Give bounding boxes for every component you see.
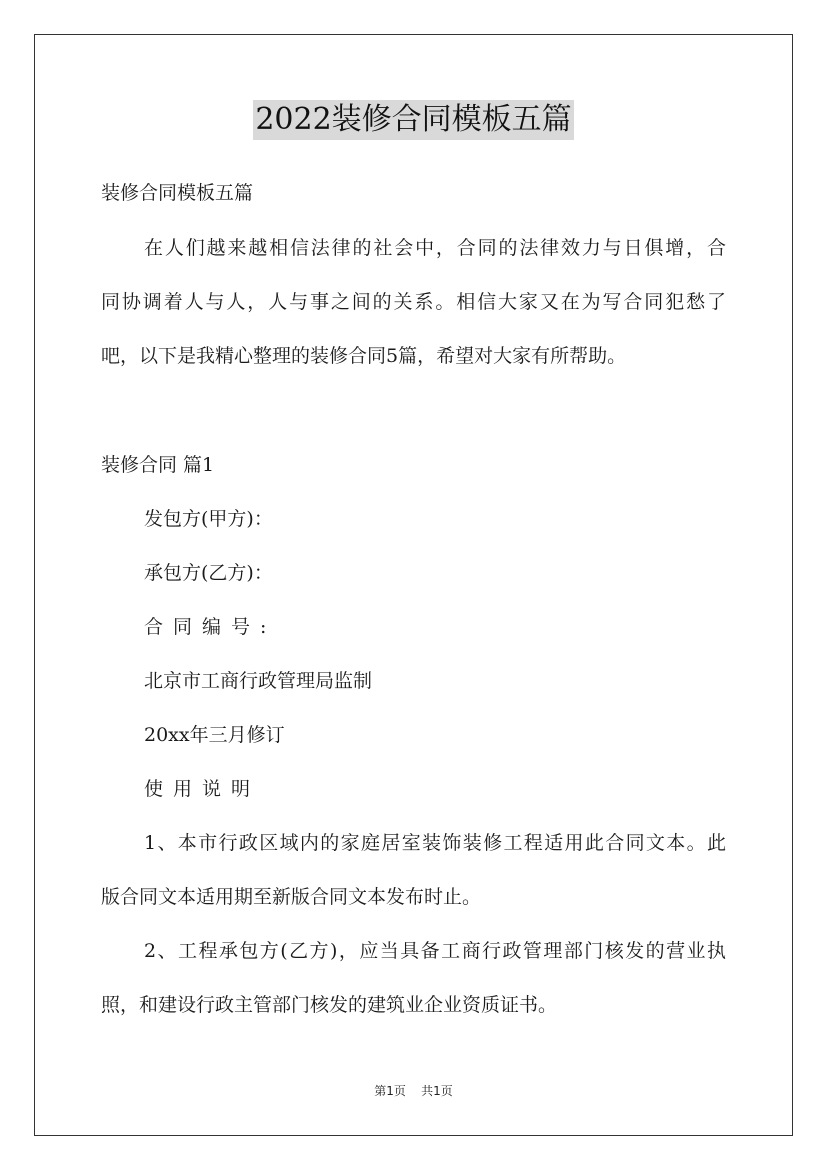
usage-line-4: 照，和建设行政主管部门核发的建筑业企业资质证书。 — [101, 994, 558, 1016]
usage-heading: 使用说明 — [144, 778, 261, 800]
document-title: 2022装修合同模板五篇 — [253, 100, 573, 140]
title-container — [0, 100, 827, 140]
party-a-field: 发包方(甲方)： — [144, 508, 273, 530]
contract-number-field: 合同编号: — [144, 616, 277, 638]
intro-line-2: 同协调着人与人，人与事之间的关系。相信大家又在为写合同犯愁了 — [101, 291, 726, 313]
document-subtitle: 装修合同模板五篇 — [101, 182, 254, 204]
usage-line-1: 1、本市行政区域内的家庭居室装饰装修工程适用此合同文本。此 — [144, 832, 726, 854]
supervisor-line: 北京市工商行政管理局监制 — [144, 670, 373, 692]
usage-line-2: 版合同文本适用期至新版合同文本发布时止。 — [101, 886, 482, 908]
usage-line-3: 2、工程承包方(乙方)，应当具备工商行政管理部门核发的营业执 — [144, 940, 726, 962]
intro-line-1: 在人们越来越相信法律的社会中，合同的法律效力与日俱增，合 — [144, 237, 726, 259]
page-number: 第1页 — [374, 1084, 406, 1098]
revision-line: 20xx年三月修订 — [144, 724, 285, 746]
intro-line-3: 吧，以下是我精心整理的装修合同5篇，希望对大家有所帮助。 — [101, 345, 627, 367]
party-b-field: 承包方(乙方)： — [144, 562, 273, 584]
page-total: 共1页 — [421, 1084, 453, 1098]
section-heading: 装修合同 篇1 — [101, 454, 215, 476]
page-footer — [0, 1083, 827, 1099]
